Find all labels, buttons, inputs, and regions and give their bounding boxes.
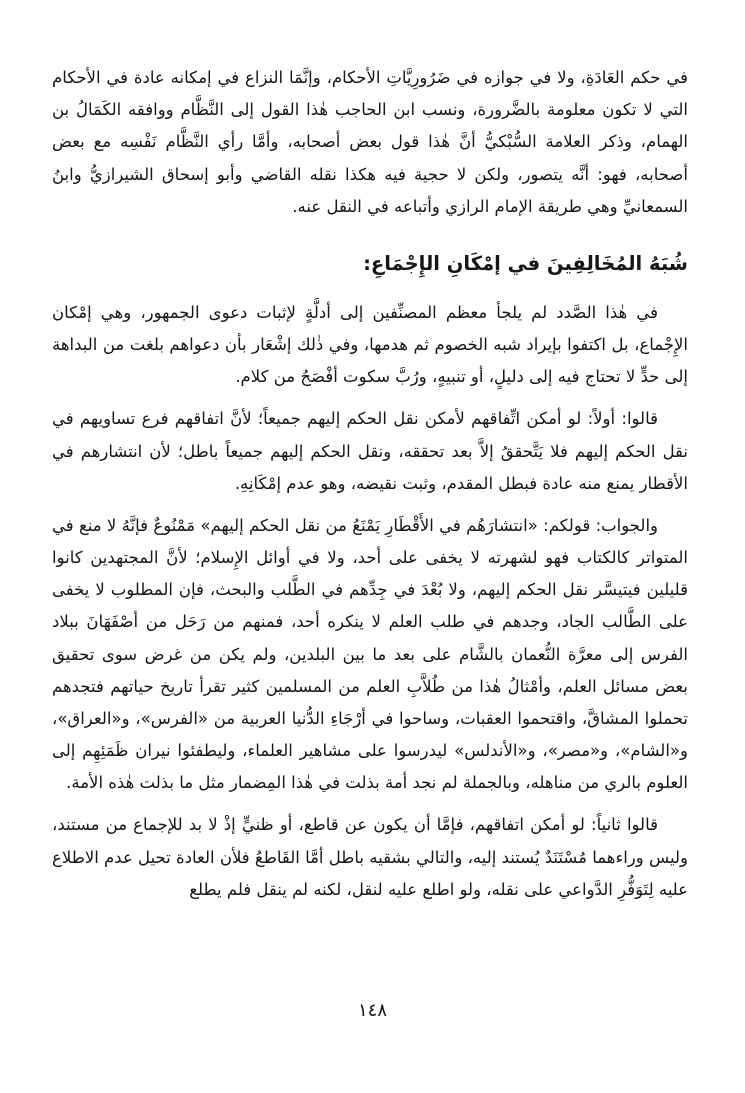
page-number: ١٤٨: [357, 1000, 387, 1021]
paragraph: قالوا: أولاً: لو أمكن اتِّفاقهم لأمكن نقل الحكم إليهم جميعاً؛ لأنَّ اتفاقهم فرع تساويهم في نقل الحكم إليهم فلا يَتَّحققُ إلاَّ بعد تحققه، ونقل الحكم إليهم جميعاً باطل؛ لأن انتشارهم في الأقطار يمنع منه عادة فبطل المقدم، وثبت نقيضه، وهو عدم إمْكَانِهِ.: [52, 409, 688, 493]
paragraph: في هٰذا الصَّدد لم يلجأ معظم المصنِّفين إلى أدلَّةٍ لإثبات دعوى الجمهور، وهي إمْكان الإِجْماع، بل اكتفوا بإيراد شبه الخصوم ثم هدمها، وفي ذٰلك إشْعَار بأن دعواهم بلغت من البداهة إلى حدٍّ لا تحتاج فيه إلى دليلٍ، أو تنبيهٍ، ورُبَّ سكوت أفْصَحُ من كلام.: [52, 302, 688, 387]
section-heading: شُبَهُ المُخَالِفِينَ في إمْكَانِ الإِجْمَاعِ:: [363, 251, 688, 275]
paragraph: قالوا ثانياً: لو أمكن اتفاقهم، فإمَّا أن يكون عن قاطع، أو ظنيٍّ إذْ لا بد للإجماع من مستند، وليس وراءهما مُسْتَنَدٌ يُستند إليه، والتالي بشقيه باطل أمَّا القَاطعُ فلأن العادة تحيل عدم الاطلاع عليه لِتَوَفُّرِ الدَّواعي على نقله، ولو اطلع عليه لنقل، لكنه لم ينقل فلم يطلع: [52, 815, 688, 899]
page-text-block: [52, 62, 688, 916]
paragraph: والجواب: قولكم: «انتشارَهُم في الأَقْطَارِ يَمْنَعُ من نقل الحكم إليهم» مَمْنُوعٌ فإنَّهُ لا منع في المتواتر كالكتاب فهو لشهرته لا يخفى على أحد، ولا في أوائل الإِسلام؛ لأنَّ المجتهدين كانوا قليلين فيتيسَّر نقل الحكم إليهم، ولا بُعْدَ في جِدِّهم في الطَّلب والبحث، فإن المطلوب لا يخفى على الطَّالب الجاد، وجدهم في طلب العلم لا ينكره أحد، فمنهم من رَحَل من أصْفَهَانَ ببلاد الفرس إلى معرَّة النُّعمان بالشَّام على بعد ما بين البلدين، ولم يكن من غرض سوى تحقيق بعض مسائل العلم، وأمْثالُ هٰذا من طُلاَّبِ العلم من المسلمين كثير تقرأ تاريخ حياتهم فتجدهم تحملوا المشاقَّ، واقتحموا العقبات، وساحوا في أرْجَاءِ الدُّنيا العربية من «الفرس»، و«العراق»، و«الشام»، و«مصر»، و«الأندلس» ليدرسوا على مشاهير العلماء، وليطفئوا نيران ظَمَئِهِم إلى العلوم بالري من مناهله، وبالجملة لم نجد أمة بذلت في هٰذا المِضمار مثل ما بذلت هٰذه الأمة.: [52, 515, 688, 793]
paragraph-continuation: في حكم العَادَةِ، ولا في جوازه في ضَرُورِيَّاتِ الأحكام، وإنَّمَا النزاع في إمكانه عادة في الأحكام التي لا تكون معلومة بالضَّرورة، ونسب ابن الحاجب هٰذا القول إلى النَّظَّام ووافقه الكَمَالُ بن الهمام، وذكر العلامة السُّبْكيُّ أنَّ هٰذا قول بعض أصحابه، وأمَّا رأي النَّظَّام نَفْسِه مع بعض أصحابه، فهو: أنَّه يتصور، ولكن لا حجية فيه هكذا نقله القاضي وأبو إسحاق الشيرازيُّ وابنُ السمعانيِّ وهي طريقة الإمام الرازي وأتباعه في النقل عنه.: [52, 68, 688, 216]
